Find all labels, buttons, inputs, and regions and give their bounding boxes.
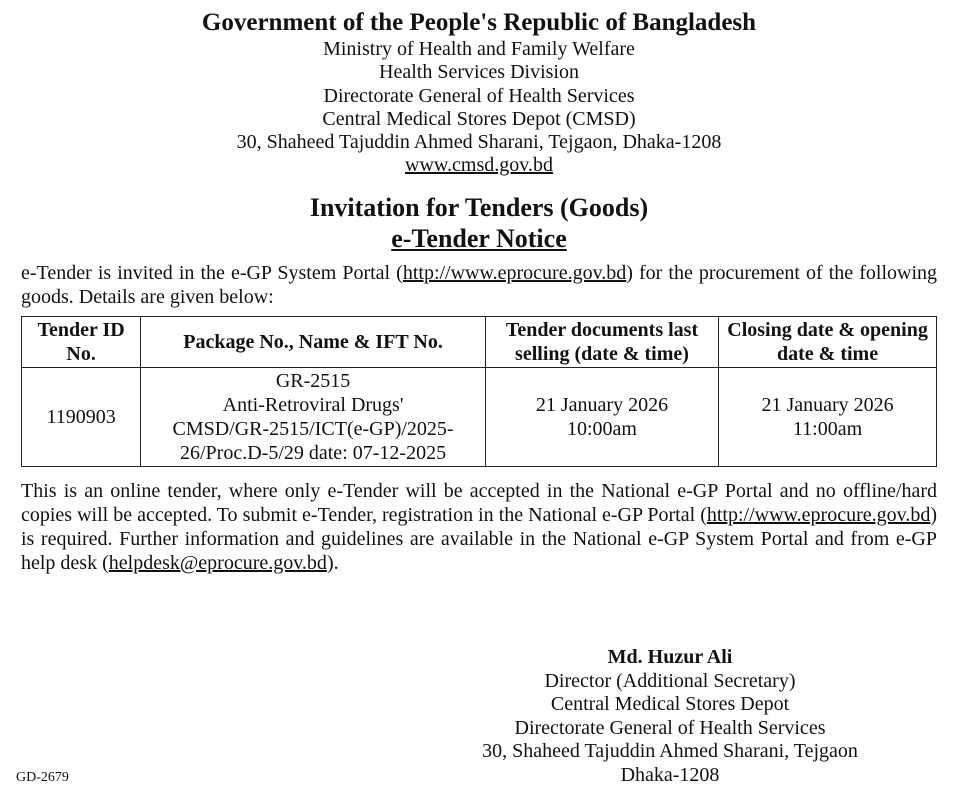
outro-text-2: ) is required. Further information and guidelines are available in the National e-GP System Portal and from e-GP help desk (	[21, 503, 937, 574]
intro-text-1: e-Tender is invited in the e-GP System Portal (	[21, 261, 403, 284]
header-closing-date: Closing date & opening date & time	[719, 316, 937, 367]
intro-text-2: ) for the procurement of the following goods. Details are given below:	[21, 261, 937, 308]
outro-text-1: This is an online tender, where only e-Tender will be accepted in the National e-GP Portal and no offline/hard copies will be accepted. To submit e-Tender, registration in the National e-GP Portal (	[21, 479, 937, 526]
notice-subtitle: e-Tender Notice	[391, 223, 567, 253]
table-header-row	[22, 316, 937, 367]
letterhead	[21, 8, 937, 178]
helpdesk-email-link[interactable]: helpdesk@eprocure.gov.bd	[108, 551, 327, 574]
header-tender-id: Tender ID No.	[22, 316, 141, 367]
signature-block	[460, 646, 880, 788]
outro-paragraph	[21, 479, 937, 575]
cell-selling-date	[485, 367, 718, 466]
header-selling-date: Tender documents last selling (date & time)	[485, 316, 718, 367]
signatory-office: Central Medical Stores Depot	[550, 693, 790, 716]
package-name: Anti-Retroviral Drugs'	[222, 393, 404, 416]
ministry-name: Ministry of Health and Family Welfare	[323, 38, 635, 60]
eprocure-link[interactable]: http://www.eprocure.gov.bd	[402, 261, 627, 284]
selling-time: 10:00am	[566, 417, 637, 440]
government-name: Government of the People's Republic of Bangladesh	[201, 9, 757, 36]
division-name: Health Services Division	[379, 61, 579, 84]
table-row	[22, 367, 937, 466]
signatory-address-2: Dhaka-1208	[620, 763, 720, 786]
cell-tender-id: 1190903	[22, 367, 141, 466]
intro-paragraph	[21, 261, 937, 309]
signatory-directorate: Directorate General of Health Services	[514, 716, 826, 739]
footer-code: GD-2679	[16, 770, 69, 785]
website-link[interactable]: www.cmsd.gov.bd	[405, 154, 553, 177]
cell-closing-date	[719, 367, 937, 466]
outro-text-3: ).	[326, 551, 339, 574]
signatory-designation: Director (Additional Secretary)	[544, 669, 796, 692]
depot-name: Central Medical Stores Depot (CMSD)	[322, 107, 636, 130]
ift-no: CMSD/GR-2515/ICT(e-GP)/2025-26/Proc.D-5/29 date: 07-12-2025	[172, 417, 454, 464]
header-package: Package No., Name & IFT No.	[141, 316, 486, 367]
eprocure-link-2[interactable]: http://www.eprocure.gov.bd	[706, 503, 931, 526]
closing-date: 21 January 2026	[761, 393, 894, 416]
directorate-name: Directorate General of Health Services	[323, 84, 635, 107]
cell-package	[141, 367, 486, 466]
signatory-name: Md. Huzur Ali	[607, 646, 733, 668]
closing-time: 11:00am	[792, 417, 863, 440]
depot-address: 30, Shaheed Tajuddin Ahmed Sharani, Tejgaon, Dhaka-1208	[236, 131, 722, 154]
notice-title: Invitation for Tenders (Goods)	[309, 192, 649, 222]
signatory-address-1: 30, Shaheed Tajuddin Ahmed Sharani, Tejgaon	[482, 740, 858, 763]
tender-table	[21, 316, 937, 467]
selling-date: 21 January 2026	[535, 393, 669, 416]
package-no: GR-2515	[275, 369, 351, 392]
